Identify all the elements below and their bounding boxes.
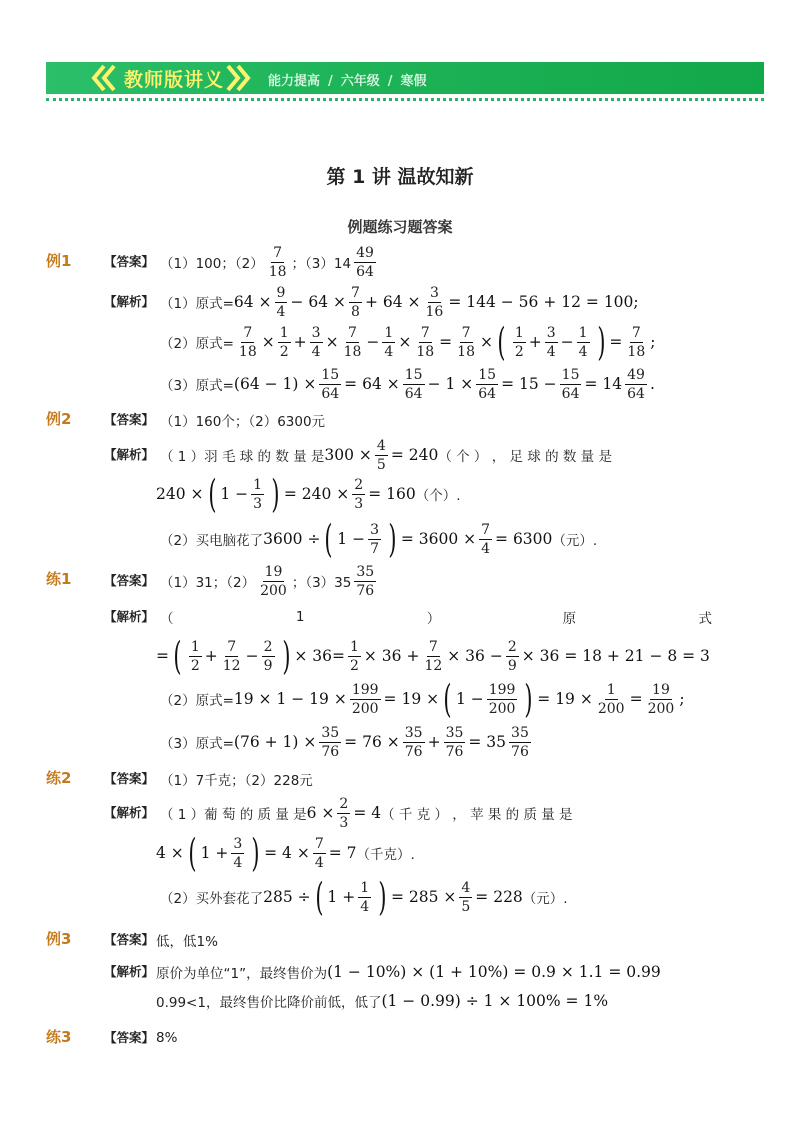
- fraction: $\frac{1}{2}$: [279, 324, 289, 360]
- analysis-line: 原价为单位“1”，最终售价为 (1 − 10%) × (1 + 10%) = 0.9 × 1.1 = 0.99: [156, 963, 661, 982]
- header-title: 教师版讲义: [124, 69, 225, 91]
- fraction: $\frac{35}{76}$: [356, 563, 375, 599]
- fraction: $\frac{7}{18}$: [416, 324, 435, 360]
- fraction: $\frac{3}{4}$: [233, 835, 243, 871]
- analysis-line: 240 × ( 1 − $\frac{1}{3}$ ) = 240 × $\frac{2}{3}$ = 160 （个）.: [156, 472, 461, 516]
- fraction: $\frac{2}{3}$: [354, 476, 364, 512]
- analysis-line: （3）原式= (76 + 1) × $\frac{35}{76}$ = 76 × $\frac{35}{76}$ + $\frac{35}{76}$ = 35 $\frac{35}{76}$: [160, 724, 529, 760]
- analysis-line: （2）买外套花了 285 ÷ ( 1 + $\frac{1}{4}$ ) = 285 × $\frac{4}{5}$ = 228 （元）.: [160, 875, 568, 919]
- analysis-tag: 【解析】: [104, 447, 155, 462]
- breadcrumb-item: 能力提高: [268, 74, 321, 89]
- fraction: $\frac{4}{5}$: [461, 879, 471, 915]
- analysis-line: （3）原式= (64 − 1) × $\frac{15}{64}$ = 64 × $\frac{15}{64}$ − 1 × $\frac{15}{64}$ = 15 − $\frac{15}{64}$ = 14 $\frac{49}{64}$ .: [160, 366, 655, 402]
- answer-tag: 【答案】: [104, 1030, 155, 1045]
- breadcrumb-item: 寒假: [400, 74, 427, 89]
- fraction: $\frac{49}{64}$: [627, 366, 645, 402]
- practice-label: 练1: [46, 570, 72, 588]
- analysis-line: （2）买电脑花了 3600 ÷ ( 1 − $\frac{3}{7}$ ) = 3600 × $\frac{7}{4}$ = 6300 （元）.: [160, 517, 598, 561]
- fraction: $\frac{7}{18}$: [627, 324, 646, 360]
- breadcrumb: [268, 70, 427, 89]
- lecture-title: 第 1 讲 温故知新: [326, 166, 474, 188]
- fraction: $\frac{49}{64}$: [356, 244, 374, 280]
- fraction: $\frac{35}{76}$: [511, 724, 529, 760]
- analysis-line: （ 1 ）羽 毛 球 的 数 量 是 300 × $\frac{4}{5}$ = 240 （ 个 ） ， 足 球 的 数 量 是: [160, 437, 612, 473]
- fraction: $\frac{2}{9}$: [263, 638, 273, 674]
- analysis-line: （ 1 ） 原 式: [160, 609, 712, 627]
- answer-tag: 【答案】: [104, 771, 155, 786]
- fraction: $\frac{19}{200}$: [647, 681, 675, 717]
- practice-label: 练2: [46, 769, 72, 787]
- fraction: $\frac{7}{4}$: [481, 521, 491, 557]
- fraction: $\frac{2}{3}$: [339, 795, 349, 831]
- answer-tag: 【答案】: [104, 932, 155, 947]
- fraction: $\frac{35}{76}$: [404, 724, 423, 760]
- analysis-tag: 【解析】: [104, 294, 155, 309]
- fraction: $\frac{199}{200}$: [351, 681, 379, 717]
- fraction: $\frac{35}{76}$: [445, 724, 464, 760]
- fraction: $\frac{7}{18}$: [268, 244, 287, 280]
- analysis-line: （2）原式= 19 × 1 − 19 × $\frac{199}{200}$ = 19 × ( 1 − $\frac{199}{200}$ ) = 19 × $\frac{1}{200}$ = $\frac{19}{200}$ ;: [160, 677, 685, 721]
- answer-line: （1）160个；（2）6300元: [160, 414, 326, 430]
- practice-label: 练3: [46, 1028, 72, 1046]
- fraction: $\frac{1}{4}$: [384, 324, 394, 360]
- fraction: $\frac{3}{4}$: [546, 324, 556, 360]
- fraction: $\frac{1}{4}$: [578, 324, 588, 360]
- double-chevron-right-icon: [220, 62, 260, 94]
- fraction: $\frac{7}{4}$: [314, 835, 324, 871]
- header-banner: [46, 62, 764, 94]
- analysis-tag: 【解析】: [104, 609, 155, 624]
- analysis-line: 0.99<1，最终售价比降价前低，低了 (1 − 0.99) ÷ 1 × 100% = 1%: [156, 992, 609, 1011]
- answer-tag: 【答案】: [104, 573, 155, 588]
- answer-line: （1）7千克；（2）228元: [160, 773, 313, 789]
- fraction: $\frac{7}{18}$: [343, 324, 362, 360]
- fraction: $\frac{1}{200}$: [597, 681, 625, 717]
- fraction: $\frac{15}{64}$: [478, 366, 497, 402]
- example-label: 例3: [46, 930, 72, 948]
- example-label: 例2: [46, 410, 72, 428]
- answer-line: 8%: [156, 1030, 178, 1046]
- answer-line: 低，低1%: [156, 934, 218, 950]
- answer-tag: 【答案】: [104, 254, 155, 269]
- fraction: $\frac{7}{18}$: [457, 324, 475, 360]
- fraction: $\frac{15}{64}$: [404, 366, 423, 402]
- analysis-line: = ( $\frac{1}{2}$ + $\frac{7}{12}$ − $\frac{2}{9}$ ) × 36= $\frac{1}{2}$ × 36 + $\frac{7}{12}$ × 36 − $\frac{2}{9}$ × 36 = 18 + 21 − 8 = 3: [156, 634, 710, 678]
- analysis-line: （ 1 ）葡 萄 的 质 量 是 6 × $\frac{2}{3}$ = 4 （ 千 克 ） ， 苹 果 的 质 量 是: [160, 795, 573, 831]
- fraction: $\frac{15}{64}$: [561, 366, 580, 402]
- breadcrumb-separator: /: [328, 74, 333, 89]
- fraction: $\frac{7}{12}$: [424, 638, 443, 674]
- fraction: $\frac{7}{12}$: [222, 638, 241, 674]
- answer-line: （1）31；（2） $\frac{19}{200}$ ；（3）35 $\frac{35}{76}$: [160, 563, 375, 599]
- analysis-tag: 【解析】: [104, 805, 155, 820]
- fraction: $\frac{7}{8}$: [351, 284, 360, 320]
- fraction: $\frac{1}{3}$: [253, 476, 263, 512]
- fraction: $\frac{35}{76}$: [321, 724, 340, 760]
- dotted-divider: [46, 98, 764, 101]
- answer-line: （1）100；（2） $\frac{7}{18}$ ；（3）14 $\frac{49}{64}$: [160, 244, 374, 280]
- fraction: $\frac{9}{4}$: [276, 284, 286, 320]
- analysis-line: 4 × ( 1 + $\frac{3}{4}$ ) = 4 × $\frac{7}{4}$ = 7 （千克）.: [156, 831, 415, 875]
- analysis-line: （2）原式= $\frac{7}{18}$ × $\frac{1}{2}$ + $\frac{3}{4}$ × $\frac{7}{18}$ − $\frac{1}{4}$ × $\frac{7}{18}$ = $\frac{7}{18}$ × ( $\frac{1}{2}$ + $\frac{3}{4}$ − $\frac{1}{4}$ ) = $\frac{7}{18}$ ;: [160, 320, 656, 364]
- fraction: $\frac{199}{200}$: [488, 681, 516, 717]
- fraction: $\frac{3}{16}$: [425, 284, 444, 320]
- double-chevron-left-icon: [82, 62, 122, 94]
- example-label: 例1: [46, 252, 72, 270]
- analysis-line: （1）原式= 64 × $\frac{9}{4}$ − 64 × $\frac{7}{8}$ + 64 × $\frac{3}{16}$ = 144 − 56 + 12 = 100;: [160, 284, 639, 320]
- section-title: 例题练习题答案: [347, 218, 453, 236]
- answer-tag: 【答案】: [104, 412, 155, 427]
- breadcrumb-item: 六年级: [340, 74, 380, 89]
- fraction: $\frac{4}{5}$: [376, 437, 386, 473]
- fraction: $\frac{1}{4}$: [360, 879, 370, 915]
- analysis-tag: 【解析】: [104, 964, 155, 979]
- fraction: $\frac{19}{200}$: [260, 563, 287, 599]
- fraction: $\frac{3}{4}$: [311, 324, 321, 360]
- fraction: $\frac{2}{9}$: [507, 638, 517, 674]
- fraction: $\frac{1}{2}$: [514, 324, 524, 360]
- fraction: $\frac{1}{2}$: [190, 638, 200, 674]
- breadcrumb-separator: /: [387, 74, 393, 89]
- fraction: $\frac{15}{64}$: [321, 366, 340, 402]
- fraction: $\frac{3}{7}$: [370, 521, 379, 557]
- fraction: $\frac{1}{2}$: [349, 638, 359, 674]
- fraction: $\frac{7}{18}$: [238, 324, 257, 360]
